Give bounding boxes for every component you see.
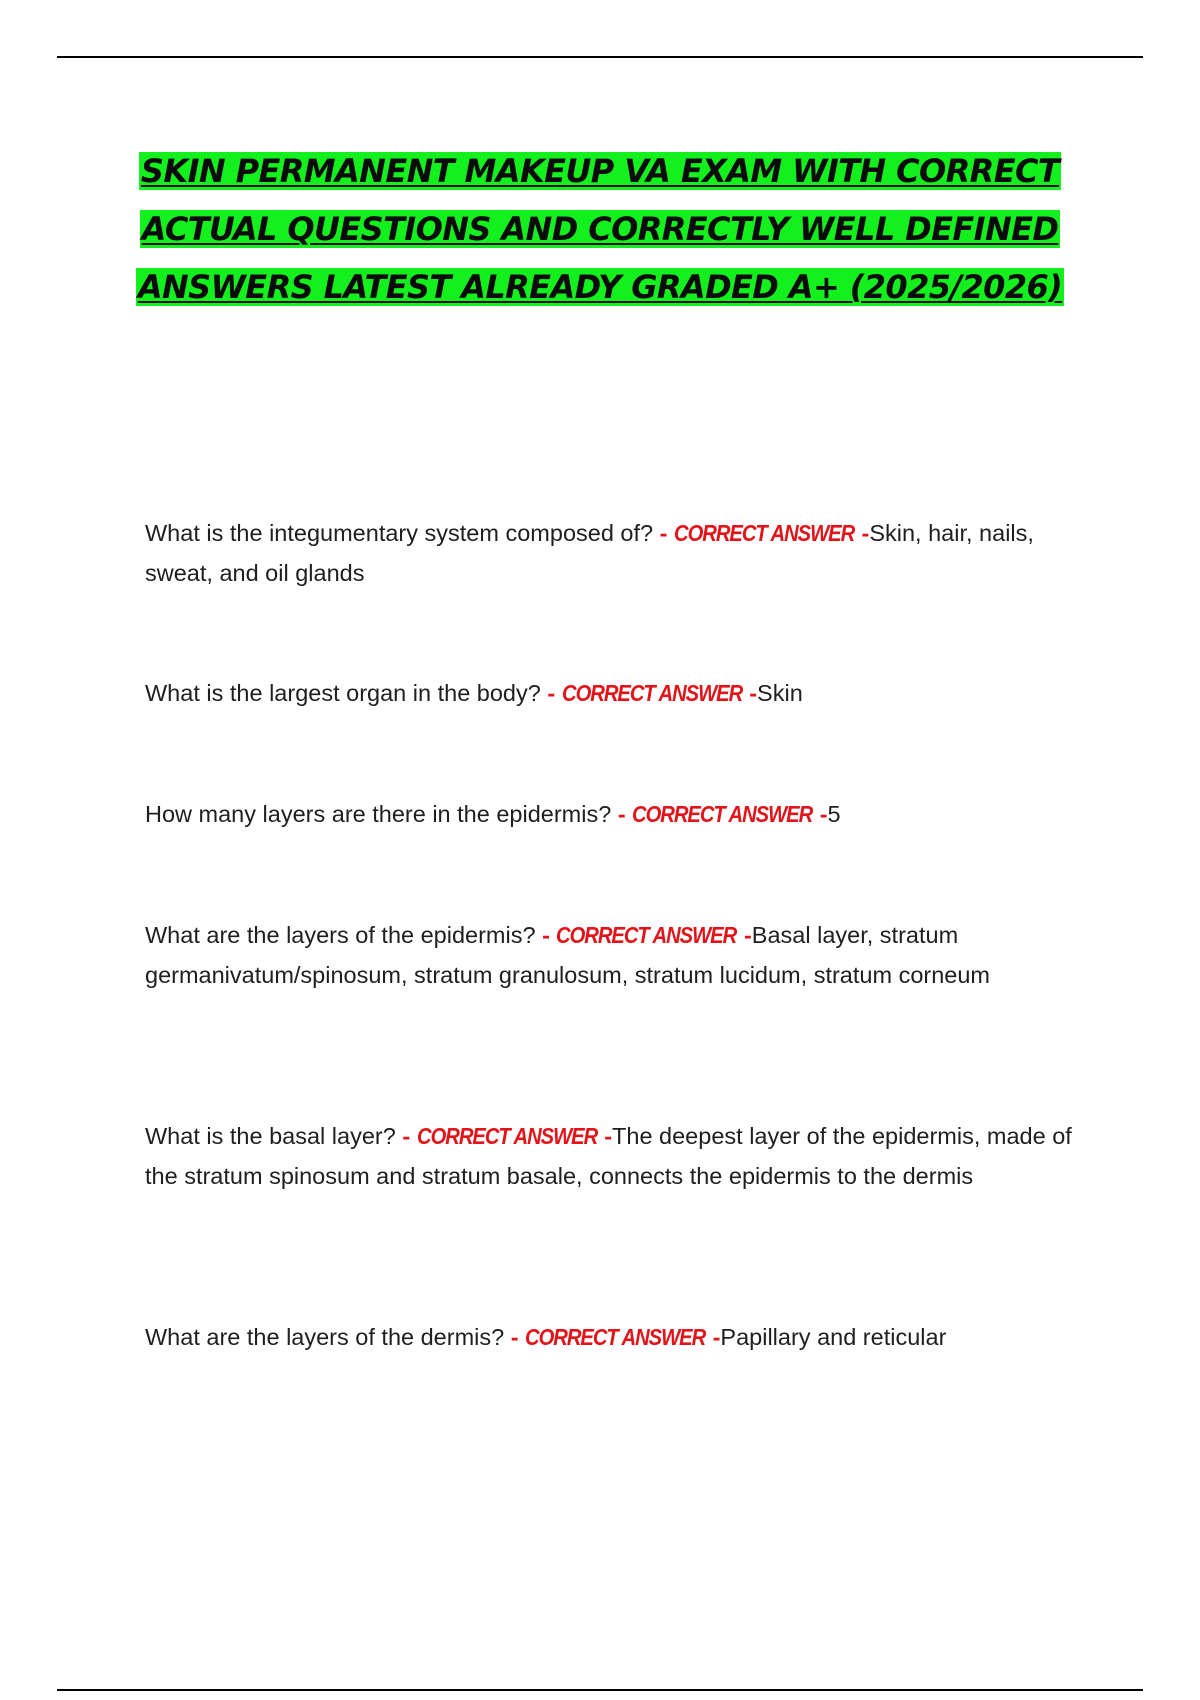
separator: - bbox=[819, 801, 828, 827]
question-text: How many layers are there in the epidermis? bbox=[145, 801, 612, 827]
question-text: What is the integumentary system composed of? bbox=[145, 520, 654, 546]
qa-item-6 bbox=[145, 1317, 1085, 1357]
separator: - bbox=[743, 922, 752, 948]
question-text: What is the basal layer? bbox=[145, 1123, 396, 1149]
separator: - bbox=[659, 520, 668, 546]
bottom-rule bbox=[57, 1689, 1143, 1691]
title-text-1: SKIN PERMANENT MAKEUP VA EXAM WITH CORRECT bbox=[140, 152, 1060, 190]
qa-item-4 bbox=[145, 915, 1085, 995]
correct-answer-label: CORRECT ANSWER bbox=[632, 801, 813, 827]
title-text-2: ACTUAL QUESTIONS AND CORRECTLY WELL DEFINED bbox=[141, 210, 1059, 248]
answer-text: The deepest layer of the epidermis, made of the stratum spinosum and stratum basale, connects the epidermis to the dermis bbox=[145, 1123, 1072, 1189]
title-line-3 bbox=[60, 258, 1140, 316]
question-text: What is the largest organ in the body? bbox=[145, 680, 541, 706]
correct-answer-label: CORRECT ANSWER bbox=[561, 680, 742, 706]
correct-answer-label: CORRECT ANSWER bbox=[674, 520, 855, 546]
title-text-3: ANSWERS LATEST ALREADY GRADED A+ (2025/2026) bbox=[137, 268, 1063, 306]
qa-item-3 bbox=[145, 794, 1085, 834]
separator: - bbox=[712, 1324, 721, 1350]
answer-text: 5 bbox=[827, 801, 841, 827]
answer-text: Basal layer, stratum germanivatum/spinosum, stratum granulosum, stratum lucidum, stratum corneum bbox=[145, 922, 991, 988]
qa-item-1 bbox=[145, 513, 1085, 593]
title-line-2 bbox=[60, 200, 1140, 258]
question-text: What are the layers of the dermis? bbox=[145, 1324, 505, 1350]
title-line-1 bbox=[60, 142, 1140, 200]
correct-answer-label: CORRECT ANSWER bbox=[416, 1123, 597, 1149]
separator: - bbox=[547, 680, 556, 706]
qa-item-2 bbox=[145, 673, 1085, 713]
separator: - bbox=[542, 922, 550, 948]
separator: - bbox=[604, 1123, 613, 1149]
top-rule bbox=[57, 56, 1143, 58]
separator: - bbox=[749, 680, 758, 706]
document-title bbox=[60, 142, 1140, 316]
correct-answer-label: CORRECT ANSWER bbox=[525, 1324, 706, 1350]
correct-answer-label: CORRECT ANSWER bbox=[556, 922, 737, 948]
separator: - bbox=[510, 1324, 519, 1350]
separator: - bbox=[617, 801, 626, 827]
question-text: What are the layers of the epidermis? bbox=[145, 922, 536, 948]
answer-text: Skin, hair, nails, sweat, and oil glands bbox=[145, 520, 1034, 586]
separator: - bbox=[402, 1123, 411, 1149]
answer-text: Papillary and reticular bbox=[720, 1324, 947, 1350]
separator: - bbox=[861, 520, 870, 546]
answer-text: Skin bbox=[757, 680, 803, 706]
qa-item-5 bbox=[145, 1116, 1085, 1196]
